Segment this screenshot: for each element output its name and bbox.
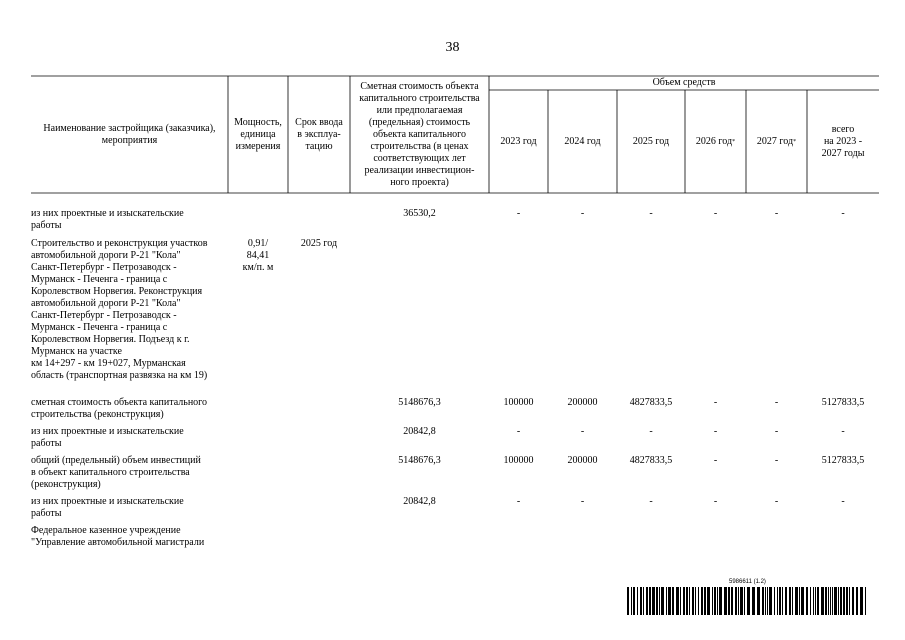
header-name (31, 76, 228, 193)
header-name-text: Наименование застройщика (заказчика), мероприятия (43, 122, 216, 146)
header-cost-l1: Сметная стоимость объекта (360, 80, 479, 92)
row-0-total: - (841, 208, 845, 219)
header-total-l3: 2027 годы (821, 147, 865, 159)
row-5-name (31, 496, 231, 520)
header-cost-l4: (предельная) стоимость (368, 116, 471, 128)
header-cost-l5: объекта капитального (372, 128, 467, 140)
row-4-2024: 200000 (567, 455, 598, 466)
row-6-line: Федеральное казенное учреждение (31, 525, 181, 536)
row-5-total: - (841, 496, 845, 507)
document-stamp: 5986611 (1.2) (729, 579, 766, 585)
row-3-line: работы (31, 438, 62, 449)
header-total-l2: на 2023 - (823, 135, 863, 147)
row-0-2023: - (516, 208, 521, 219)
row-5-2027: - (774, 496, 779, 507)
header-cost-l7: соответствующих лет (373, 152, 466, 164)
header-cost-l6: строительства (в ценах (370, 140, 469, 152)
row-4-line: общий (предельный) объем инвестиций (31, 455, 201, 466)
row-1-line: Королевством Норвегия. Подъезд к г. (31, 334, 190, 345)
row-0-2027: - (774, 208, 779, 219)
row-2-2026: - (713, 397, 718, 408)
row-0-line: из них проектные и изыскательские (31, 208, 184, 219)
header-total (807, 90, 879, 193)
row-5-line: из них проектные и изыскательские (31, 496, 184, 507)
row-1-line: Санкт-Петербург - Петрозаводск - (31, 262, 177, 273)
row-2-name (31, 397, 231, 421)
row-0-cost: 36530,2 (403, 208, 436, 219)
row-1-power-l1: 0,91/ (247, 238, 269, 249)
row-0-line: работы (31, 220, 62, 231)
row-5-cost: 20842,8 (403, 496, 436, 507)
row-4-name (31, 455, 231, 491)
header-power (228, 76, 288, 193)
row-1-power-l2: 84,41 (246, 250, 270, 261)
header-term-l2: в эксплуа- (297, 128, 341, 140)
row-1-power (228, 238, 288, 274)
row-4-2023: 100000 (503, 455, 534, 466)
header-2025-text: 2025 год (632, 135, 670, 147)
header-volume (489, 76, 879, 90)
row-1-power-l3: км/п. м (242, 262, 274, 273)
header-2023-text: 2023 год (500, 135, 537, 147)
row-3-2026: - (713, 426, 718, 437)
header-2026-star: * (732, 138, 736, 145)
header-2024-text: 2024 год (564, 135, 601, 147)
row-4-line: (реконструкция) (31, 479, 101, 490)
header-power-l3: измерения (235, 140, 281, 152)
row-4-total: 5127833,5 (821, 455, 865, 466)
row-3-name (31, 426, 231, 450)
row-3-total: - (841, 426, 845, 437)
row-2-2023: 100000 (503, 397, 534, 408)
row-0-2024: - (580, 208, 585, 219)
row-4-2027: - (774, 455, 779, 466)
row-1-line: автомобильной дороги Р-21 "Кола" (31, 298, 181, 309)
row-2-2025: 4827833,5 (629, 397, 673, 408)
row-2-2024: 200000 (567, 397, 598, 408)
header-2026-text: 2026 год (695, 135, 733, 147)
header-cost-l3: или предполагаемая (376, 104, 463, 116)
row-3-2024: - (580, 426, 585, 437)
row-1-line: Строительство и реконструкция участков (31, 238, 208, 249)
row-5-2023: - (516, 496, 521, 507)
row-2-cost: 5148676,3 (398, 397, 441, 408)
barcode-icon (627, 587, 867, 615)
header-volume-text: Объем средств (652, 77, 716, 88)
row-1-line: Королевством Норвегия. Реконструкция (31, 286, 203, 297)
header-2027 (746, 90, 807, 193)
header-2025 (617, 90, 685, 193)
header-term (288, 76, 350, 193)
row-4-2025: 4827833,5 (629, 455, 673, 466)
header-cost-l9: ного проекта) (390, 176, 449, 188)
row-1-line: автомобильной дороги Р-21 "Кола" (31, 250, 181, 261)
header-term-l3: тацию (305, 140, 333, 152)
header-power-l2: единица (240, 128, 276, 140)
row-4-line: в объект капитального строительства (31, 467, 190, 478)
header-power-l1: Мощность, (234, 116, 282, 128)
row-4-cost: 5148676,3 (398, 455, 441, 466)
row-6-name (31, 525, 231, 549)
page-number: 38 (445, 40, 460, 55)
row-5-line: работы (31, 508, 62, 519)
header-2027-text: 2027 год (756, 135, 794, 147)
row-0-2025: - (649, 208, 653, 219)
row-3-2027: - (774, 426, 779, 437)
row-1-line: Мурманск - Печенга - граница с (31, 274, 168, 285)
header-cost-l8: реализации инвестицион- (364, 164, 475, 176)
row-1-line: Мурманск - Печенга - граница с (31, 322, 168, 333)
row-5-2024: - (580, 496, 585, 507)
header-total-l1: всего (831, 123, 855, 135)
row-3-line: из них проектные и изыскательские (31, 426, 184, 437)
row-1-line: Мурманск на участке (31, 346, 122, 357)
row-2-line: сметная стоимость объекта капитального (31, 397, 208, 408)
row-2-total: 5127833,5 (821, 397, 865, 408)
row-1-line: Санкт-Петербург - Петрозаводск - (31, 310, 177, 321)
row-3-2023: - (516, 426, 521, 437)
header-2026 (685, 90, 746, 193)
row-1-name (31, 238, 231, 382)
header-cost (350, 76, 489, 193)
header-2027-star: * (793, 138, 797, 145)
row-3-2025: - (649, 426, 653, 437)
header-2024 (548, 90, 617, 193)
row-1-line: область (транспортная развязка на км 19) (31, 370, 208, 381)
row-0-name (31, 208, 231, 232)
row-3-cost: 20842,8 (403, 426, 436, 437)
header-cost-l2: капитального строительства (359, 92, 480, 104)
row-0-2026: - (713, 208, 718, 219)
row-6-line: "Управление автомобильной магистрали (31, 537, 205, 548)
row-4-2026: - (713, 455, 718, 466)
header-2023 (489, 90, 548, 193)
row-2-line: строительства (реконструкция) (31, 409, 164, 420)
row-1-line: км 14+297 - км 19+027, Мурманская (31, 358, 186, 369)
header-term-l1: Срок ввода (295, 116, 343, 128)
row-5-2025: - (649, 496, 653, 507)
row-2-2027: - (774, 397, 779, 408)
row-1-term: 2025 год (300, 238, 338, 249)
row-5-2026: - (713, 496, 718, 507)
